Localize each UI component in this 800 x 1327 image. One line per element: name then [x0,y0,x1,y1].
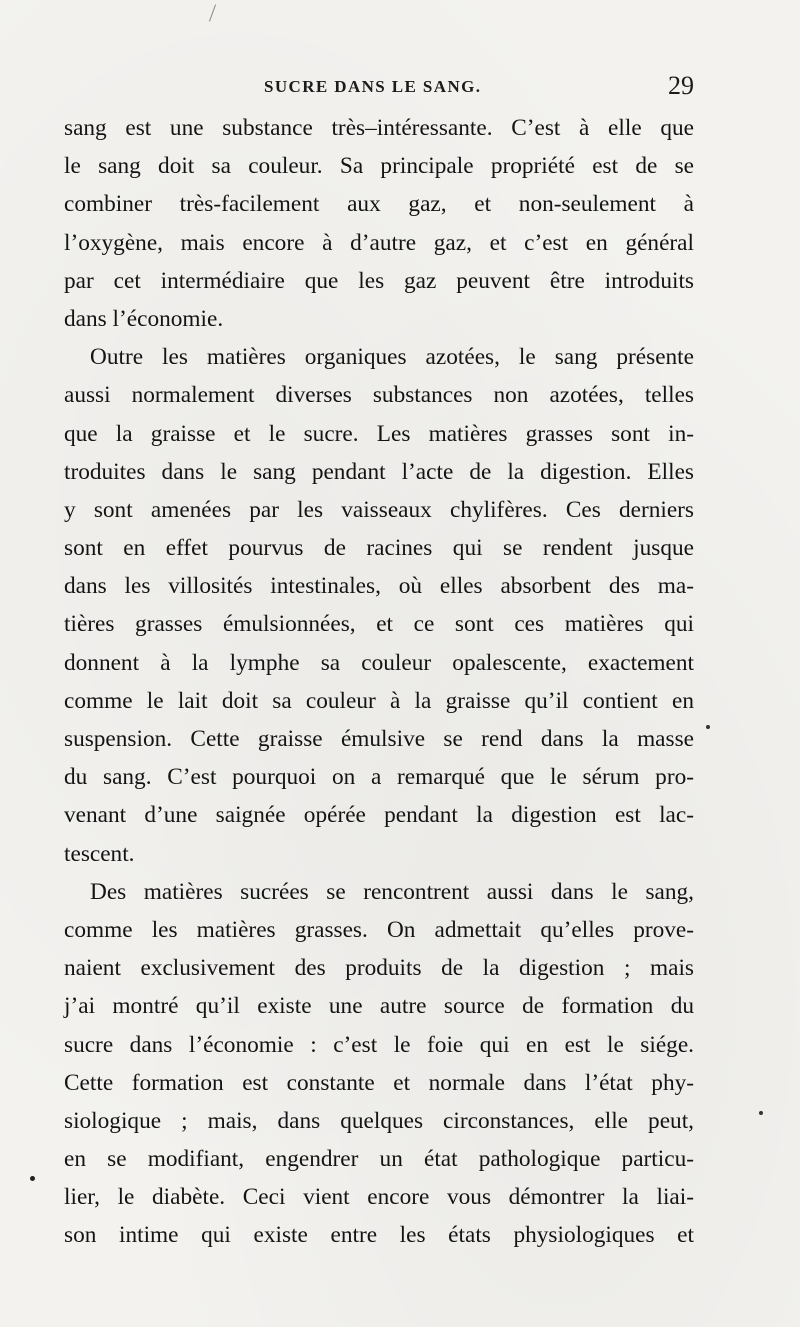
text-line: son intime qui existe entre les états physiologiques et [64,1222,694,1249]
text-line: comme les matières grasses. On admettait qu’elles prove- [64,916,694,943]
ink-dot [706,725,710,729]
text-line: Des matières sucrées se rencontrent aussi dans le sang, [90,878,694,905]
text-line: j’ai montré qu’il existe une autre source de formation du [64,993,694,1020]
text-line: sucre dans l’économie : c’est le foie qui en est le siége. [64,1031,694,1058]
text-line: du sang. C’est pourquoi on a remarqué que le sérum pro- [64,764,694,791]
text-line: comme le lait doit sa couleur à la graisse qu’il contient en [64,687,694,714]
text-line: lier, le diabète. Ceci vient encore vous démontrer la liai- [64,1184,694,1211]
text-line: en se modifiant, engendrer un état pathologique particu- [64,1146,694,1173]
page-header [64,73,694,103]
paragraph [64,873,694,1255]
text-line: naient exclusivement des produits de la digestion ; mais [64,955,694,982]
text-line: aussi normalement diverses substances non azotées, telles [64,382,694,409]
text-line: venant d’une saignée opérée pendant la digestion est lac- [64,802,694,829]
text-line: l’oxygène, mais encore à d’autre gaz, et c’est en général [64,229,694,256]
pencil-mark [209,4,216,21]
text-line: donnent à la lymphe sa couleur opalescente, exactement [64,649,694,676]
text-line: Cette formation est constante et normale dans l’état phy- [64,1069,694,1096]
text-line: suspension. Cette graisse émulsive se rend dans la masse [64,726,694,752]
text-line: tières grasses émulsionnées, et ce sont ces matières qui [64,611,694,638]
text-line: dans l’économie. [64,305,224,332]
text-line: Outre les matières organiques azotées, le sang présente [90,344,694,371]
text-line: siologique ; mais, dans quelques circonstances, elle peut, [64,1107,694,1134]
paragraph [64,109,694,338]
page-number: 29 [668,71,694,100]
running-head: SUCRE DANS LE SANG. [264,77,482,96]
text-line: troduites dans le sang pendant l’acte de la digestion. Elles [64,458,694,485]
text-line: sang est une substance très–intéressante. C’est à elle que [64,115,694,141]
page-body [64,109,694,1255]
text-line: que la graisse et le sucre. Les matières grasses sont in- [64,420,694,447]
ink-dot [759,1111,763,1115]
text-line: dans les villosités intestinales, où elles absorbent des ma- [64,573,694,600]
text-line: tescent. [64,840,135,867]
text-line: le sang doit sa couleur. Sa principale propriété est de se [64,153,694,180]
paragraph [64,338,694,873]
text-line: sont en effet pourvus de racines qui se rendent jusque [64,535,694,562]
text-line: par cet intermédiaire que les gaz peuvent être introduits [64,267,694,294]
ink-dot [30,1176,35,1181]
text-line: y sont amenées par les vaisseaux chylifères. Ces derniers [64,496,694,523]
text-line: combiner très-facilement aux gaz, et non-seulement à [64,191,694,218]
